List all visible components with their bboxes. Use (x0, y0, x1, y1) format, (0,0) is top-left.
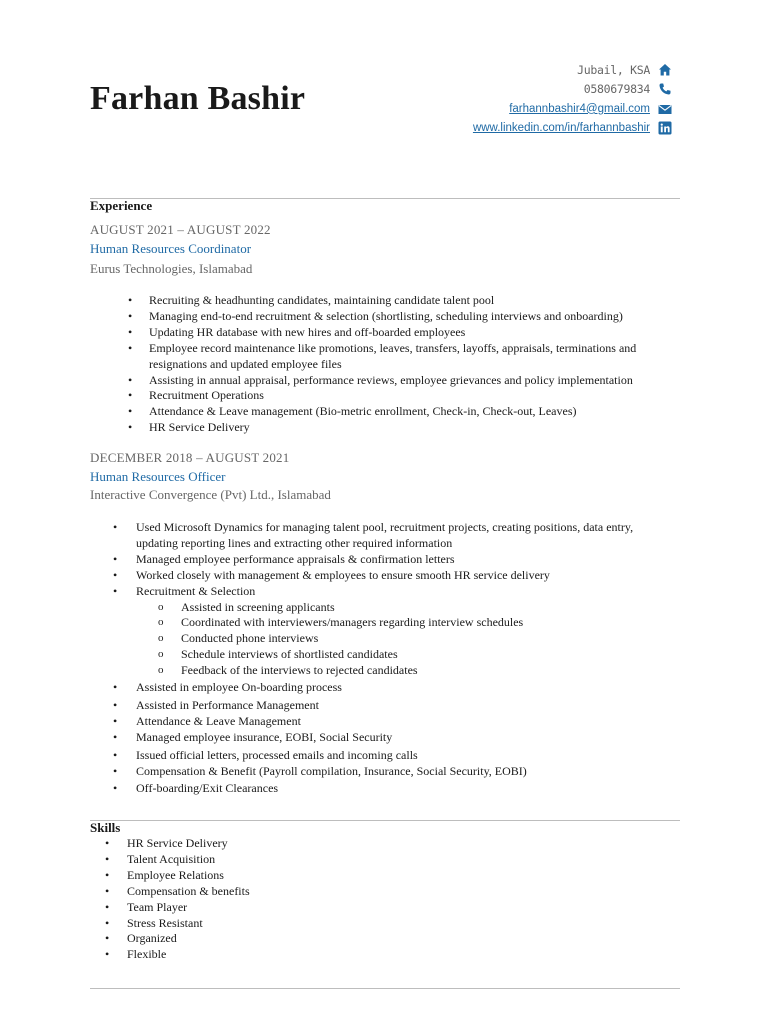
home-icon (658, 63, 672, 77)
list-item: • Updating HR database with new hires and off-boarded employees (149, 325, 669, 341)
list-item: • Employee record maintenance like promotions, leaves, transfers, layoffs, appraisals, terminations and resignations and updated employee files (149, 341, 669, 373)
list-item: • Attendance & Leave management (Bio-metric enrollment, Check-in, Check-out, Leaves) (149, 404, 669, 420)
phone-icon (658, 82, 672, 96)
list-item (136, 584, 676, 679)
experience-heading: Experience (90, 198, 153, 213)
list-item: • Used Microsoft Dynamics for managing talent pool, recruitment projects, creating positions, data entry, updating reporting lines and extracting other required information (136, 520, 676, 552)
list-item: • Assisted in Performance Management (136, 698, 676, 714)
location-text: Jubail, KSA (577, 62, 650, 77)
skills-heading: Skills (90, 820, 121, 835)
sub-list-item: o Feedback of the interviews to rejected candidates (181, 663, 676, 679)
list-item: • Managing end-to-end recruitment & selection (shortlisting, scheduling interviews and onboarding) (149, 309, 669, 325)
list-item: • Talent Acquisition (127, 852, 427, 868)
job2-role: Human Resources Officer (90, 469, 226, 484)
job2-dates: DECEMBER 2018 – AUGUST 2021 (90, 450, 290, 465)
list-item: • Off-boarding/Exit Clearances (136, 781, 676, 797)
list-item-label: Recruitment & Selection (136, 583, 256, 598)
list-item: • Recruitment Operations (149, 388, 669, 404)
list-item: • Flexible (127, 947, 427, 963)
list-item: • Organized (127, 931, 427, 947)
skills-divider (90, 820, 680, 821)
header-divider (90, 198, 680, 199)
email-link[interactable]: farhannbashir4@gmail.com (509, 102, 650, 115)
recruitment-sub-list (181, 600, 676, 680)
job1-bullet-list (149, 293, 669, 436)
list-item: • Worked closely with management & employees to ensure smooth HR service delivery (136, 568, 676, 584)
linkedin-link[interactable]: www.linkedin.com/in/farhannbashir (472, 122, 650, 135)
list-item: • Managed employee performance appraisals & confirmation letters (136, 552, 676, 568)
sub-list-item: o Schedule interviews of shortlisted candidates (181, 647, 676, 663)
list-item: • Managed employee insurance, EOBI, Social Security (136, 730, 676, 746)
skills-list (127, 836, 427, 963)
list-item: • Assisted in employee On-boarding process (136, 680, 676, 696)
list-item: • HR Service Delivery (127, 836, 427, 852)
sub-list-item: o Coordinated with interviewers/managers regarding interview schedules (181, 615, 676, 631)
list-item: • Attendance & Leave Management (136, 714, 676, 730)
phone-text: 0580679834 (583, 82, 650, 97)
list-item: • HR Service Delivery (149, 420, 669, 436)
sub-list-item: o Assisted in screening applicants (181, 600, 676, 616)
list-item: • Recruiting & headhunting candidates, maintaining candidate talent pool (149, 293, 669, 309)
contact-phone (473, 80, 672, 100)
envelope-icon (658, 102, 672, 116)
contact-linkedin (473, 119, 672, 139)
list-item: • Employee Relations (127, 868, 427, 884)
list-item: • Assisting in annual appraisal, performance reviews, employee grievances and policy implementation (149, 373, 669, 389)
contact-block (473, 60, 672, 138)
job1-role: Human Resources Coordinator (90, 241, 252, 256)
contact-location (473, 60, 672, 80)
job1-company: Eurus Technologies, Islamabad (90, 261, 253, 276)
list-item: • Compensation & benefits (127, 884, 427, 900)
job1-dates: AUGUST 2021 – AUGUST 2022 (90, 222, 271, 237)
footer-divider (90, 988, 680, 989)
list-item: • Stress Resistant (127, 916, 427, 932)
job2-company: Interactive Convergence (Pvt) Ltd., Islamabad (90, 487, 331, 502)
job2-bullet-list (136, 520, 676, 796)
list-item: • Issued official letters, processed emails and incoming calls (136, 748, 676, 764)
list-item: • Team Player (127, 900, 427, 916)
list-item: • Compensation & Benefit (Payroll compilation, Insurance, Social Security, EOBI) (136, 764, 676, 780)
contact-email (473, 99, 672, 119)
candidate-name: Farhan Bashir (90, 80, 306, 117)
linkedin-icon (658, 121, 672, 135)
sub-list-item: o Conducted phone interviews (181, 631, 676, 647)
